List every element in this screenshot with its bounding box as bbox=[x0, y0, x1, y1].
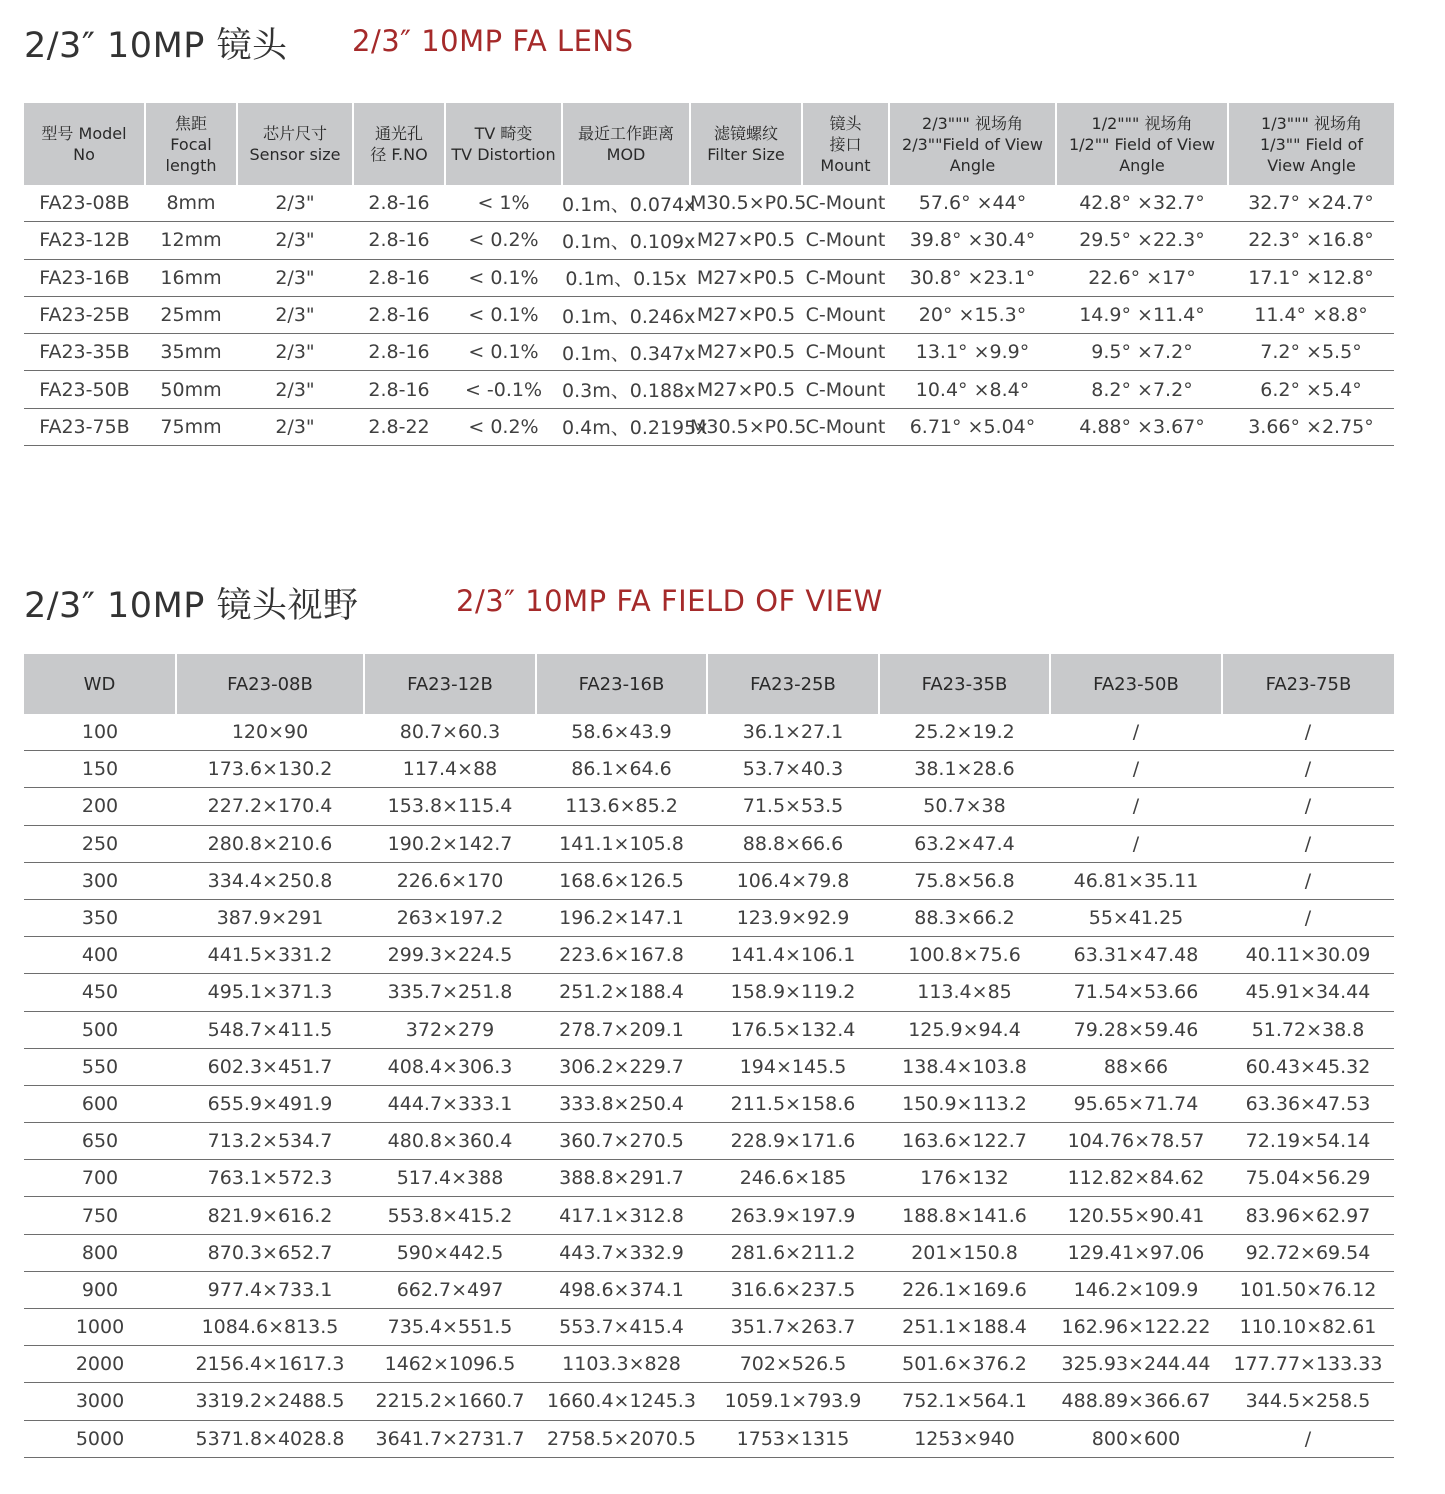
header-mount: 镜头 接口 Mount bbox=[802, 103, 889, 185]
fov-cell: 388.8×291.7 bbox=[536, 1160, 707, 1197]
fov-cell: 1462×1096.5 bbox=[364, 1346, 536, 1383]
lens-cell: 29.5° ×22.3° bbox=[1056, 222, 1228, 259]
header-sensor-size: 芯片尺寸 Sensor size bbox=[237, 103, 353, 185]
fov-cell: 201×150.8 bbox=[879, 1234, 1050, 1271]
field-of-view-table bbox=[24, 654, 1394, 1458]
fov-cell: / bbox=[1222, 899, 1394, 936]
lens-cell: FA23-50B bbox=[24, 371, 145, 408]
lens-cell: 2/3" bbox=[237, 259, 353, 296]
fov-cell: 553.7×415.4 bbox=[536, 1309, 707, 1346]
lens-cell: 14.9° ×11.4° bbox=[1056, 296, 1228, 333]
fov-cell: 88×66 bbox=[1050, 1048, 1222, 1085]
lens-cell: 0.4m、0.2195x bbox=[562, 408, 690, 445]
fov-cell: 306.2×229.7 bbox=[536, 1048, 707, 1085]
lens-cell: < 0.1% bbox=[445, 334, 562, 371]
fov-cell: 176×132 bbox=[879, 1160, 1050, 1197]
lens-cell: 8.2° ×7.2° bbox=[1056, 371, 1228, 408]
fov-cell: 113.6×85.2 bbox=[536, 788, 707, 825]
fov-cell: 153.8×115.4 bbox=[364, 788, 536, 825]
fov-cell: 548.7×411.5 bbox=[176, 1011, 364, 1048]
fov-cell: 870.3×652.7 bbox=[176, 1234, 364, 1271]
fov-cell: 1660.4×1245.3 bbox=[536, 1383, 707, 1420]
fov-cell: 168.6×126.5 bbox=[536, 862, 707, 899]
header-fa23-12b: FA23-12B bbox=[364, 654, 536, 714]
lens-cell: 2.8-16 bbox=[353, 371, 445, 408]
lens-cell: 22.6° ×17° bbox=[1056, 259, 1228, 296]
header-fov-1-2: 1/2""" 视场角 1/2"" Field of View Angle bbox=[1056, 103, 1228, 185]
fov-cell: 1753×1315 bbox=[707, 1420, 879, 1457]
header-fno: 通光孔 径 F.NO bbox=[353, 103, 445, 185]
lens-cell: FA23-16B bbox=[24, 259, 145, 296]
fov-cell: 316.6×237.5 bbox=[707, 1271, 879, 1308]
fov-cell: / bbox=[1222, 788, 1394, 825]
lens-cell: M27×P0.5 bbox=[690, 371, 802, 408]
header-focal-length: 焦距 Focal length bbox=[145, 103, 237, 185]
lens-spec-table bbox=[24, 103, 1394, 446]
fov-cell: 334.4×250.8 bbox=[176, 862, 364, 899]
fov-cell: 351.7×263.7 bbox=[707, 1309, 879, 1346]
fov-cell: 228.9×171.6 bbox=[707, 1123, 879, 1160]
fov-cell: 1000 bbox=[24, 1309, 176, 1346]
lens-row bbox=[24, 371, 1394, 408]
fov-cell: 1253×940 bbox=[879, 1420, 1050, 1457]
fov-cell: 251.1×188.4 bbox=[879, 1309, 1050, 1346]
header-wd: WD bbox=[24, 654, 176, 714]
lens-header-row bbox=[24, 103, 1394, 185]
fov-row bbox=[24, 899, 1394, 936]
lens-cell: 0.1m、0.347x bbox=[562, 334, 690, 371]
fov-cell: 104.76×78.57 bbox=[1050, 1123, 1222, 1160]
fov-cell: 36.1×27.1 bbox=[707, 714, 879, 751]
fov-cell: 53.7×40.3 bbox=[707, 751, 879, 788]
lens-cell: 17.1° ×12.8° bbox=[1228, 259, 1394, 296]
fov-cell: 3641.7×2731.7 bbox=[364, 1420, 536, 1457]
fov-header-row bbox=[24, 654, 1394, 714]
header-tv-distortion: TV 畸变 TV Distortion bbox=[445, 103, 562, 185]
fov-row bbox=[24, 1123, 1394, 1160]
fov-cell: 800×600 bbox=[1050, 1420, 1222, 1457]
fov-row bbox=[24, 1160, 1394, 1197]
lens-cell: M27×P0.5 bbox=[690, 296, 802, 333]
fov-cell: 1059.1×793.9 bbox=[707, 1383, 879, 1420]
lens-cell: 42.8° ×32.7° bbox=[1056, 185, 1228, 222]
lens-cell: 22.3° ×16.8° bbox=[1228, 222, 1394, 259]
fov-cell: 86.1×64.6 bbox=[536, 751, 707, 788]
lens-cell: 50mm bbox=[145, 371, 237, 408]
lens-cell: M27×P0.5 bbox=[690, 222, 802, 259]
fov-cell: 71.5×53.5 bbox=[707, 788, 879, 825]
fov-cell: / bbox=[1222, 1420, 1394, 1457]
lens-cell: C-Mount bbox=[802, 222, 889, 259]
fov-cell: 550 bbox=[24, 1048, 176, 1085]
lens-cell: 13.1° ×9.9° bbox=[889, 334, 1056, 371]
fov-row bbox=[24, 1271, 1394, 1308]
fov-cell: 2215.2×1660.7 bbox=[364, 1383, 536, 1420]
lens-row bbox=[24, 408, 1394, 445]
fov-cell: 662.7×497 bbox=[364, 1271, 536, 1308]
lens-section-title bbox=[24, 18, 634, 66]
fov-cell: 125.9×94.4 bbox=[879, 1011, 1050, 1048]
fov-cell: / bbox=[1050, 751, 1222, 788]
fov-cell: 517.4×388 bbox=[364, 1160, 536, 1197]
fov-row bbox=[24, 937, 1394, 974]
lens-cell: 39.8° ×30.4° bbox=[889, 222, 1056, 259]
fov-cell: 158.9×119.2 bbox=[707, 974, 879, 1011]
fov-cell: 1103.3×828 bbox=[536, 1346, 707, 1383]
lens-cell: M30.5×P0.5 bbox=[690, 408, 802, 445]
fov-row bbox=[24, 788, 1394, 825]
lens-cell: 2.8-16 bbox=[353, 222, 445, 259]
fov-cell: 655.9×491.9 bbox=[176, 1085, 364, 1122]
fov-cell: 194×145.5 bbox=[707, 1048, 879, 1085]
lens-row bbox=[24, 185, 1394, 222]
fov-cell: 501.6×376.2 bbox=[879, 1346, 1050, 1383]
fov-row bbox=[24, 825, 1394, 862]
fov-cell: 117.4×88 bbox=[364, 751, 536, 788]
fov-cell: 263.9×197.9 bbox=[707, 1197, 879, 1234]
lens-cell: 35mm bbox=[145, 334, 237, 371]
fov-cell: 50.7×38 bbox=[879, 788, 1050, 825]
fov-cell: 141.4×106.1 bbox=[707, 937, 879, 974]
lens-cell: 0.1m、0.15x bbox=[562, 259, 690, 296]
fov-cell: 299.3×224.5 bbox=[364, 937, 536, 974]
lens-title-en: 2/3″ 10MP FA LENS bbox=[352, 24, 634, 58]
lens-row bbox=[24, 259, 1394, 296]
lens-cell: 2.8-16 bbox=[353, 296, 445, 333]
fov-row bbox=[24, 751, 1394, 788]
lens-cell: FA23-12B bbox=[24, 222, 145, 259]
fov-cell: 590×442.5 bbox=[364, 1234, 536, 1271]
lens-cell: 12mm bbox=[145, 222, 237, 259]
fov-row bbox=[24, 1011, 1394, 1048]
lens-cell: 75mm bbox=[145, 408, 237, 445]
fov-row bbox=[24, 974, 1394, 1011]
fov-cell: 263×197.2 bbox=[364, 899, 536, 936]
fov-cell: 141.1×105.8 bbox=[536, 825, 707, 862]
fov-cell: 223.6×167.8 bbox=[536, 937, 707, 974]
lens-cell: C-Mount bbox=[802, 185, 889, 222]
fov-cell: 408.4×306.3 bbox=[364, 1048, 536, 1085]
fov-cell: 281.6×211.2 bbox=[707, 1234, 879, 1271]
lens-cell: M30.5×P0.5 bbox=[690, 185, 802, 222]
fov-cell: 40.11×30.09 bbox=[1222, 937, 1394, 974]
fov-cell: 58.6×43.9 bbox=[536, 714, 707, 751]
fov-cell: 88.3×66.2 bbox=[879, 899, 1050, 936]
fov-cell: 800 bbox=[24, 1234, 176, 1271]
lens-cell: C-Mount bbox=[802, 334, 889, 371]
fov-cell: 600 bbox=[24, 1085, 176, 1122]
fov-cell: 325.93×244.44 bbox=[1050, 1346, 1222, 1383]
header-model: 型号 Model No bbox=[24, 103, 145, 185]
lens-cell: 16mm bbox=[145, 259, 237, 296]
fov-cell: 55×41.25 bbox=[1050, 899, 1222, 936]
lens-row bbox=[24, 334, 1394, 371]
fov-cell: 2758.5×2070.5 bbox=[536, 1420, 707, 1457]
fov-cell: 83.96×62.97 bbox=[1222, 1197, 1394, 1234]
fov-cell: 372×279 bbox=[364, 1011, 536, 1048]
fov-cell: 387.9×291 bbox=[176, 899, 364, 936]
lens-cell: 2/3" bbox=[237, 371, 353, 408]
fov-cell: 163.6×122.7 bbox=[879, 1123, 1050, 1160]
fov-cell: 417.1×312.8 bbox=[536, 1197, 707, 1234]
lens-cell: C-Mount bbox=[802, 259, 889, 296]
lens-cell: FA23-35B bbox=[24, 334, 145, 371]
fov-cell: 350 bbox=[24, 899, 176, 936]
fov-cell: 360.7×270.5 bbox=[536, 1123, 707, 1160]
fov-cell: 150 bbox=[24, 751, 176, 788]
lens-cell: 11.4° ×8.8° bbox=[1228, 296, 1394, 333]
lens-cell: 0.3m、0.188x bbox=[562, 371, 690, 408]
fov-cell: 444.7×333.1 bbox=[364, 1085, 536, 1122]
fov-cell: 300 bbox=[24, 862, 176, 899]
fov-cell: 3000 bbox=[24, 1383, 176, 1420]
header-mod: 最近工作距离 MOD bbox=[562, 103, 690, 185]
fov-cell: 763.1×572.3 bbox=[176, 1160, 364, 1197]
fov-cell: 38.1×28.6 bbox=[879, 751, 1050, 788]
lens-cell: 2.8-16 bbox=[353, 259, 445, 296]
fov-cell: 150.9×113.2 bbox=[879, 1085, 1050, 1122]
fov-cell: / bbox=[1050, 788, 1222, 825]
fov-cell: 60.43×45.32 bbox=[1222, 1048, 1394, 1085]
fov-cell: 713.2×534.7 bbox=[176, 1123, 364, 1160]
fov-cell: 278.7×209.1 bbox=[536, 1011, 707, 1048]
fov-cell: 100 bbox=[24, 714, 176, 751]
fov-cell: 450 bbox=[24, 974, 176, 1011]
fov-cell: 75.8×56.8 bbox=[879, 862, 1050, 899]
lens-row bbox=[24, 296, 1394, 333]
header-fa23-08b: FA23-08B bbox=[176, 654, 364, 714]
header-fa23-50b: FA23-50B bbox=[1050, 654, 1222, 714]
fov-cell: 3319.2×2488.5 bbox=[176, 1383, 364, 1420]
lens-cell: C-Mount bbox=[802, 296, 889, 333]
fov-cell: 488.89×366.67 bbox=[1050, 1383, 1222, 1420]
fov-cell: 251.2×188.4 bbox=[536, 974, 707, 1011]
fov-cell: 173.6×130.2 bbox=[176, 751, 364, 788]
fov-cell: 188.8×141.6 bbox=[879, 1197, 1050, 1234]
fov-cell: 63.36×47.53 bbox=[1222, 1085, 1394, 1122]
fov-cell: 752.1×564.1 bbox=[879, 1383, 1050, 1420]
lens-title-cn: 2/3″ 10MP 镜头 bbox=[24, 26, 288, 66]
fov-cell: / bbox=[1222, 825, 1394, 862]
fov-cell: 226.1×169.6 bbox=[879, 1271, 1050, 1308]
fov-cell: 113.4×85 bbox=[879, 974, 1050, 1011]
fov-cell: 51.72×38.8 bbox=[1222, 1011, 1394, 1048]
fov-cell: 400 bbox=[24, 937, 176, 974]
fov-cell: / bbox=[1222, 862, 1394, 899]
lens-cell: 2/3" bbox=[237, 185, 353, 222]
fov-cell: 335.7×251.8 bbox=[364, 974, 536, 1011]
fov-cell: 95.65×71.74 bbox=[1050, 1085, 1222, 1122]
fov-row bbox=[24, 1048, 1394, 1085]
fov-row bbox=[24, 1234, 1394, 1271]
lens-cell: < 0.2% bbox=[445, 222, 562, 259]
fov-cell: 441.5×331.2 bbox=[176, 937, 364, 974]
lens-cell: C-Mount bbox=[802, 408, 889, 445]
fov-cell: 176.5×132.4 bbox=[707, 1011, 879, 1048]
lens-cell: 4.88° ×3.67° bbox=[1056, 408, 1228, 445]
lens-cell: 2/3" bbox=[237, 408, 353, 445]
fov-cell: 344.5×258.5 bbox=[1222, 1383, 1394, 1420]
fov-cell: 735.4×551.5 bbox=[364, 1309, 536, 1346]
fov-cell: 71.54×53.66 bbox=[1050, 974, 1222, 1011]
lens-cell: M27×P0.5 bbox=[690, 259, 802, 296]
fov-cell: 280.8×210.6 bbox=[176, 825, 364, 862]
fov-title-en: 2/3″ 10MP FA FIELD OF VIEW bbox=[456, 584, 883, 618]
fov-row bbox=[24, 862, 1394, 899]
fov-cell: 1084.6×813.5 bbox=[176, 1309, 364, 1346]
fov-row bbox=[24, 1346, 1394, 1383]
fov-cell: 123.9×92.9 bbox=[707, 899, 879, 936]
lens-cell: 30.8° ×23.1° bbox=[889, 259, 1056, 296]
lens-cell: < 1% bbox=[445, 185, 562, 222]
lens-cell: FA23-75B bbox=[24, 408, 145, 445]
header-fov-2-3: 2/3""" 视场角 2/3""Field of View Angle bbox=[889, 103, 1056, 185]
fov-row bbox=[24, 714, 1394, 751]
fov-cell: 650 bbox=[24, 1123, 176, 1160]
fov-cell: 700 bbox=[24, 1160, 176, 1197]
fov-cell: 821.9×616.2 bbox=[176, 1197, 364, 1234]
lens-cell: 9.5° ×7.2° bbox=[1056, 334, 1228, 371]
fov-cell: 146.2×109.9 bbox=[1050, 1271, 1222, 1308]
fov-cell: 500 bbox=[24, 1011, 176, 1048]
fov-cell: 226.6×170 bbox=[364, 862, 536, 899]
lens-cell: 2.8-16 bbox=[353, 334, 445, 371]
fov-row bbox=[24, 1085, 1394, 1122]
fov-title-cn: 2/3″ 10MP 镜头视野 bbox=[24, 586, 359, 626]
fov-cell: 92.72×69.54 bbox=[1222, 1234, 1394, 1271]
header-fa23-16b: FA23-16B bbox=[536, 654, 707, 714]
fov-cell: 900 bbox=[24, 1271, 176, 1308]
fov-cell: 79.28×59.46 bbox=[1050, 1011, 1222, 1048]
lens-cell: 2/3" bbox=[237, 334, 353, 371]
fov-cell: 100.8×75.6 bbox=[879, 937, 1050, 974]
fov-cell: 63.2×47.4 bbox=[879, 825, 1050, 862]
lens-cell: 0.1m、0.109x bbox=[562, 222, 690, 259]
lens-cell: 2.8-16 bbox=[353, 185, 445, 222]
header-fa23-75b: FA23-75B bbox=[1222, 654, 1394, 714]
lens-cell: 2.8-22 bbox=[353, 408, 445, 445]
fov-cell: 5371.8×4028.8 bbox=[176, 1420, 364, 1457]
lens-cell: C-Mount bbox=[802, 371, 889, 408]
fov-cell: 63.31×47.48 bbox=[1050, 937, 1222, 974]
fov-cell: 200 bbox=[24, 788, 176, 825]
fov-cell: 25.2×19.2 bbox=[879, 714, 1050, 751]
fov-cell: 45.91×34.44 bbox=[1222, 974, 1394, 1011]
fov-cell: / bbox=[1222, 751, 1394, 788]
header-fa23-35b: FA23-35B bbox=[879, 654, 1050, 714]
fov-cell: 553.8×415.2 bbox=[364, 1197, 536, 1234]
fov-cell: / bbox=[1222, 714, 1394, 751]
fov-cell: 702×526.5 bbox=[707, 1346, 879, 1383]
lens-cell: 20° ×15.3° bbox=[889, 296, 1056, 333]
fov-cell: 977.4×733.1 bbox=[176, 1271, 364, 1308]
lens-cell: 3.66° ×2.75° bbox=[1228, 408, 1394, 445]
fov-cell: 196.2×147.1 bbox=[536, 899, 707, 936]
fov-row bbox=[24, 1197, 1394, 1234]
lens-cell: 6.2° ×5.4° bbox=[1228, 371, 1394, 408]
fov-cell: 120×90 bbox=[176, 714, 364, 751]
header-fa23-25b: FA23-25B bbox=[707, 654, 879, 714]
fov-cell: 129.41×97.06 bbox=[1050, 1234, 1222, 1271]
lens-cell: < -0.1% bbox=[445, 371, 562, 408]
fov-cell: 138.4×103.8 bbox=[879, 1048, 1050, 1085]
lens-cell: 2/3" bbox=[237, 296, 353, 333]
fov-cell: 211.5×158.6 bbox=[707, 1085, 879, 1122]
fov-cell: 333.8×250.4 bbox=[536, 1085, 707, 1122]
fov-cell: 106.4×79.8 bbox=[707, 862, 879, 899]
fov-cell: 101.50×76.12 bbox=[1222, 1271, 1394, 1308]
lens-cell: 2/3" bbox=[237, 222, 353, 259]
lens-cell: 7.2° ×5.5° bbox=[1228, 334, 1394, 371]
fov-cell: 177.77×133.33 bbox=[1222, 1346, 1394, 1383]
fov-cell: 250 bbox=[24, 825, 176, 862]
lens-cell: < 0.1% bbox=[445, 296, 562, 333]
lens-cell: 25mm bbox=[145, 296, 237, 333]
lens-cell: 8mm bbox=[145, 185, 237, 222]
fov-cell: 5000 bbox=[24, 1420, 176, 1457]
fov-row bbox=[24, 1309, 1394, 1346]
lens-row bbox=[24, 222, 1394, 259]
lens-cell: 32.7° ×24.7° bbox=[1228, 185, 1394, 222]
lens-cell: 0.1m、0.074x bbox=[562, 185, 690, 222]
fov-cell: 246.6×185 bbox=[707, 1160, 879, 1197]
fov-cell: 2156.4×1617.3 bbox=[176, 1346, 364, 1383]
lens-cell: M27×P0.5 bbox=[690, 334, 802, 371]
fov-cell: 72.19×54.14 bbox=[1222, 1123, 1394, 1160]
lens-cell: 57.6° ×44° bbox=[889, 185, 1056, 222]
fov-cell: 162.96×122.22 bbox=[1050, 1309, 1222, 1346]
lens-cell: < 0.2% bbox=[445, 408, 562, 445]
fov-cell: 75.04×56.29 bbox=[1222, 1160, 1394, 1197]
fov-cell: / bbox=[1050, 825, 1222, 862]
lens-cell: 0.1m、0.246x bbox=[562, 296, 690, 333]
fov-cell: 443.7×332.9 bbox=[536, 1234, 707, 1271]
fov-cell: 120.55×90.41 bbox=[1050, 1197, 1222, 1234]
lens-cell: 10.4° ×8.4° bbox=[889, 371, 1056, 408]
fov-cell: 80.7×60.3 bbox=[364, 714, 536, 751]
fov-cell: 480.8×360.4 bbox=[364, 1123, 536, 1160]
fov-cell: 110.10×82.61 bbox=[1222, 1309, 1394, 1346]
fov-cell: 498.6×374.1 bbox=[536, 1271, 707, 1308]
fov-cell: / bbox=[1050, 714, 1222, 751]
fov-cell: 750 bbox=[24, 1197, 176, 1234]
fov-cell: 190.2×142.7 bbox=[364, 825, 536, 862]
lens-cell: 6.71° ×5.04° bbox=[889, 408, 1056, 445]
fov-cell: 2000 bbox=[24, 1346, 176, 1383]
header-filter-size: 滤镜螺纹 Filter Size bbox=[690, 103, 802, 185]
fov-row bbox=[24, 1383, 1394, 1420]
fov-cell: 227.2×170.4 bbox=[176, 788, 364, 825]
lens-cell: < 0.1% bbox=[445, 259, 562, 296]
fov-row bbox=[24, 1420, 1394, 1457]
fov-section-title bbox=[24, 578, 883, 626]
fov-cell: 602.3×451.7 bbox=[176, 1048, 364, 1085]
fov-cell: 495.1×371.3 bbox=[176, 974, 364, 1011]
fov-cell: 112.82×84.62 bbox=[1050, 1160, 1222, 1197]
fov-cell: 88.8×66.6 bbox=[707, 825, 879, 862]
lens-cell: FA23-25B bbox=[24, 296, 145, 333]
fov-cell: 46.81×35.11 bbox=[1050, 862, 1222, 899]
lens-cell: FA23-08B bbox=[24, 185, 145, 222]
header-fov-1-3: 1/3""" 视场角 1/3"" Field of View Angle bbox=[1228, 103, 1394, 185]
